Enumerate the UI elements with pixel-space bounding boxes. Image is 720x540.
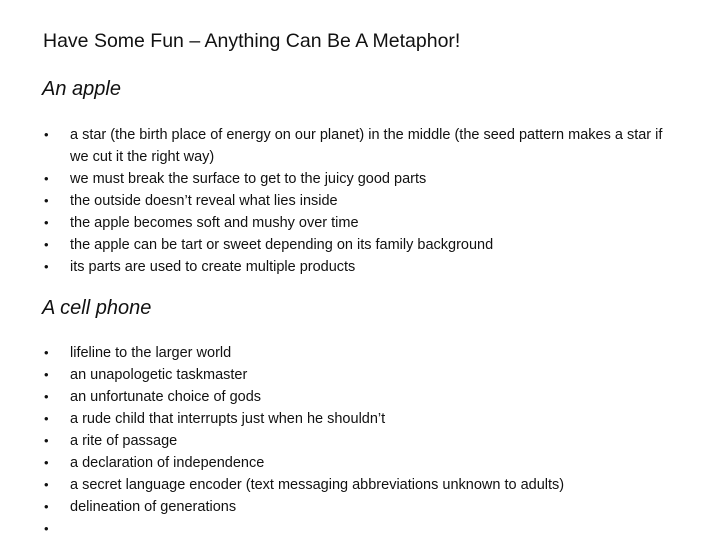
list-item-text: its parts are used to create multiple products [70, 259, 356, 275]
list-item [44, 518, 664, 540]
list-item-text: we must break the surface to get to the juicy good parts [70, 171, 427, 187]
list-item-text: a secret language encoder (text messaging abbreviations unknown to adults) [70, 477, 565, 493]
bullet-icon: • [44, 499, 49, 514]
list-item [44, 408, 664, 430]
section-heading-cell-phone: A cell phone [42, 297, 152, 319]
bullet-icon: • [44, 127, 49, 142]
list-item-text: the outside doesn’t reveal what lies inside [70, 193, 338, 209]
bullet-icon: • [44, 367, 49, 382]
list-item-text: the apple becomes soft and mushy over time [70, 215, 359, 231]
list-item [44, 234, 664, 256]
list-item [44, 496, 664, 518]
list-item-text: a star (the birth place of energy on our planet) in the middle (the seed pattern makes a star if we cut it the right way) [70, 127, 663, 165]
bullet-icon: • [44, 411, 49, 426]
list-item [44, 386, 664, 408]
bullet-icon: • [44, 237, 49, 252]
list-item-text: an unfortunate choice of gods [70, 389, 262, 405]
list-item [44, 364, 664, 386]
bullet-icon: • [44, 171, 49, 186]
list-item-text: a declaration of independence [70, 455, 265, 471]
bullet-icon: • [44, 345, 49, 360]
list-item-text: lifeline to the larger world [70, 345, 232, 361]
section-heading-apple: An apple [42, 78, 121, 100]
bullet-list-apple [44, 124, 664, 278]
bullet-icon: • [44, 389, 49, 404]
bullet-icon: • [44, 193, 49, 208]
list-item [44, 342, 664, 364]
list-item-text: a rite of passage [70, 433, 178, 449]
bullet-icon: • [44, 215, 49, 230]
list-item-text: delineation of generations [70, 499, 237, 515]
list-item [44, 168, 664, 190]
list-item [44, 124, 664, 168]
list-item-text: a rude child that interrupts just when he shouldn’t [70, 411, 386, 427]
slide-title: Have Some Fun – Anything Can Be A Metaphor! [43, 30, 461, 52]
bullet-icon: • [44, 477, 49, 492]
bullet-icon: • [44, 433, 49, 448]
bullet-list-cell-phone [44, 342, 664, 540]
list-item-text: the apple can be tart or sweet depending on its family background [70, 237, 494, 253]
list-item [44, 452, 664, 474]
list-item [44, 212, 664, 234]
bullet-icon: • [44, 259, 49, 274]
list-item [44, 256, 664, 278]
list-item [44, 190, 664, 212]
list-item [44, 430, 664, 452]
bullet-icon: • [44, 521, 49, 536]
list-item [44, 474, 664, 496]
list-item-text: an unapologetic taskmaster [70, 367, 248, 383]
bullet-icon: • [44, 455, 49, 470]
